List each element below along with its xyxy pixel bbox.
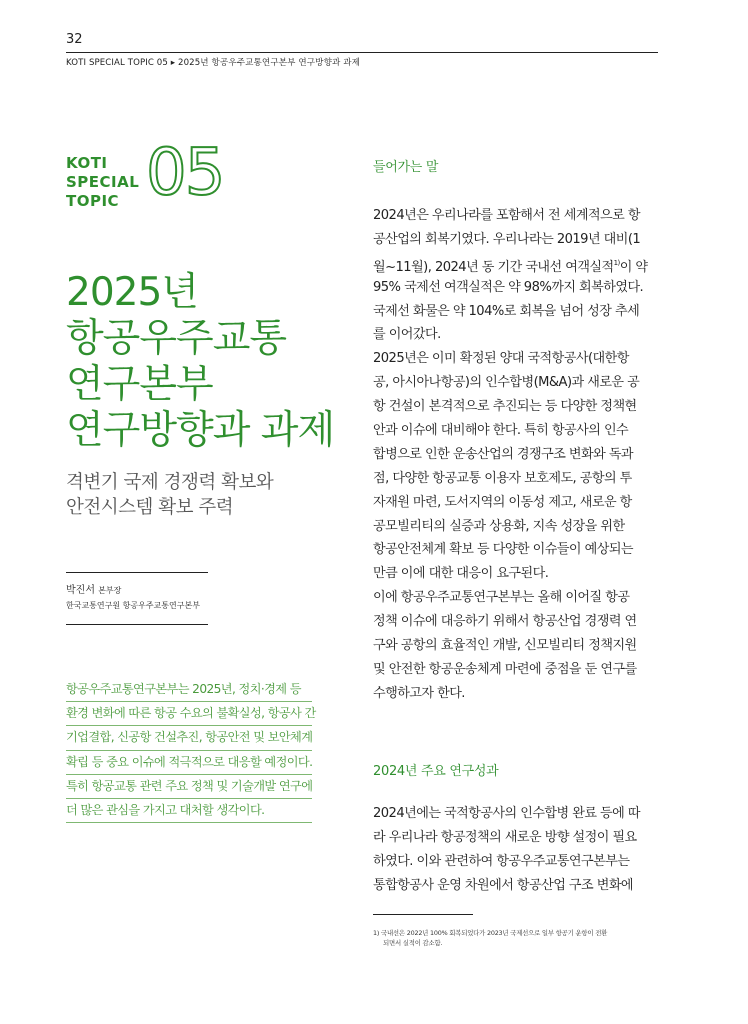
section-heading-intro: 들어가는 말 (373, 160, 439, 175)
body-line: 2024년에는 국적항공사의 인수합병 완료 등에 따 (373, 806, 640, 821)
abstract-line: 특히 항공교통 관련 주요 정책 및 기술개발 연구에 (66, 775, 312, 799)
subtitle-line1: 격변기 국제 경쟁력 확보와 (66, 472, 274, 493)
running-header: KOTI SPECIAL TOPIC 05 ▸ 2025년 항공우주교통연구본부 연구방향과 과제 (66, 58, 361, 68)
title-line1: 2025년 (66, 270, 198, 315)
abstract-line: 항공우주교통연구본부는 2025년, 정치·경제 등 (66, 678, 312, 702)
body-line-text: 월~11월), 2024년 동 기간 국내선 여객실적 (373, 259, 614, 275)
article-subtitle (66, 470, 273, 520)
body-line: 를 이어갔다. (373, 327, 441, 343)
abstract-line: 더 많은 관심을 가지고 대처할 생각이다. (66, 799, 312, 823)
author-rule-bottom (66, 624, 208, 625)
body-line: 통합항공사 운영 차원에서 항공산업 구조 변화에 (373, 877, 634, 893)
body-line: 자재원 마련, 도서지역의 이동성 제고, 새로운 항 (373, 494, 632, 510)
subtitle-line2: 안전시스템 확보 주력 (66, 497, 234, 518)
body-line: 공, 아시아나항공)의 인수합병(M&A)과 새로운 공 (373, 375, 640, 391)
body-line: 이에 항공우주교통연구본부는 올해 이어질 항공 (373, 590, 630, 606)
footnote-rule (373, 914, 473, 915)
author-role: 본부장 (98, 586, 122, 595)
author-name: 박진서 (66, 585, 95, 596)
header-rule (66, 52, 658, 53)
author-rule-top (66, 572, 208, 573)
footnote-line2: 되면서 실적이 감소함. (383, 939, 443, 947)
body-line: 95% 국제선 여객실적은 약 98%까지 회복하였다. (373, 279, 644, 295)
footnote-line1: 1) 국내선은 2022년 100% 회복되었다가 2023년 국제선으로 일부 항공기 운항이 전환 (373, 929, 608, 937)
body-line (373, 252, 660, 276)
title-line2: 항공우주교통 (66, 316, 287, 361)
body-line: 국제선 화물은 약 104%로 회복을 넘어 성장 추세 (373, 303, 640, 319)
page-number: 32 (66, 32, 83, 47)
section-heading-results: 2024년 주요 연구성과 (373, 764, 499, 779)
topic-label (66, 154, 139, 211)
section-body-results (373, 802, 660, 898)
body-line: 만큼 이에 대한 대응이 요구된다. (373, 566, 549, 582)
article-title (66, 270, 334, 454)
body-line: 점, 다양한 항공교통 이용자 보호제도, 공항의 투 (373, 470, 632, 486)
body-line: 및 안전한 항공운송체계 마련에 중점을 둔 연구를 (373, 661, 637, 677)
abstract-line: 환경 변화에 따른 항공 수요의 불확실성, 항공사 간 (66, 702, 312, 726)
title-line4: 연구방향과 과제 (66, 408, 335, 453)
title-line3: 연구본부 (66, 362, 213, 407)
topic-line1: KOTI (66, 154, 108, 172)
body-line: 합병으로 인한 운송산업의 경쟁구조 변화와 독과 (373, 446, 634, 462)
body-line: 2024년은 우리나라를 포함해서 전 세계적으로 항 (373, 208, 640, 223)
body-line: 2025년은 이미 확정된 양대 국적항공사(대한항 (373, 351, 629, 367)
body-line: 하였다. 이와 관련하여 항공우주교통연구본부는 (373, 853, 630, 869)
body-line: 수행하고자 한다. (373, 685, 465, 701)
author-affiliation: 한국교통연구원 항공우주교통연구본부 (66, 601, 200, 610)
abstract (66, 678, 316, 823)
author-byline (66, 584, 121, 598)
section-body-intro (373, 204, 660, 706)
body-line: 항공안전체계 확보 등 다양한 이슈들이 예상되는 (373, 542, 634, 558)
footnote-ref[interactable]: 1) (613, 258, 620, 267)
body-line: 정책 이슈에 대응하기 위해서 항공산업 경쟁력 연 (373, 614, 637, 630)
body-line-tail: 이 약 (619, 259, 648, 275)
body-line: 안과 이슈에 대비해야 한다. 특히 항공사의 인수 (373, 423, 629, 439)
body-line: 라 우리나라 항공정책의 새로운 방향 설정이 필요 (373, 829, 637, 845)
body-line: 구와 공항의 효율적인 개발, 신모빌리티 정책지원 (373, 638, 637, 654)
footnote (373, 928, 607, 948)
topic-number: 05 (146, 136, 224, 210)
body-line: 항 건설이 본격적으로 추진되는 등 다양한 정책현 (373, 399, 637, 415)
abstract-line: 기업결합, 신공항 건설추진, 항공안전 및 보안체계 (66, 726, 312, 750)
topic-line2: SPECIAL (66, 173, 140, 191)
topic-line3: TOPIC (66, 192, 120, 210)
body-line: 공모빌리티의 실증과 상용화, 지속 성장을 위한 (373, 518, 625, 534)
abstract-line: 확립 등 중요 이슈에 적극적으로 대응할 예정이다. (66, 751, 312, 775)
body-line: 공산업의 회복기였다. 우리나라는 2019년 대비(1 (373, 231, 641, 247)
